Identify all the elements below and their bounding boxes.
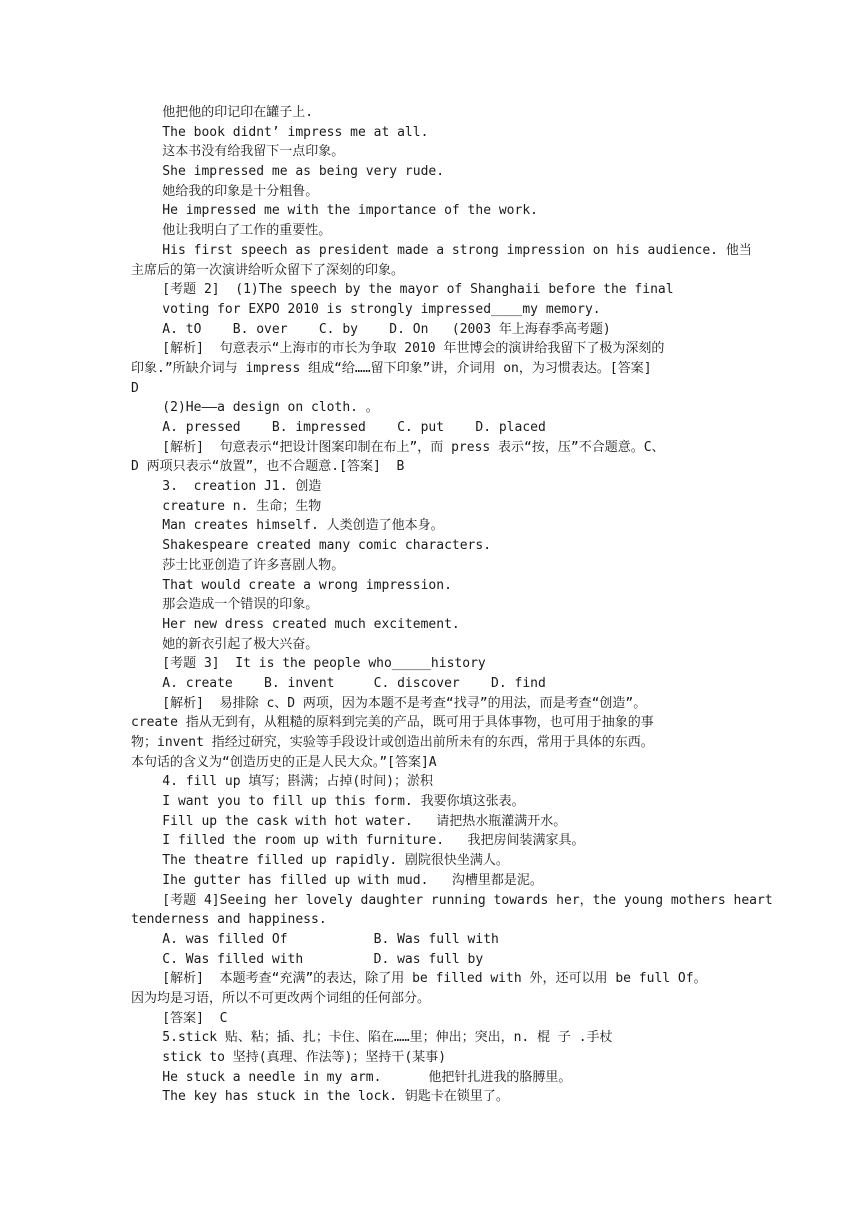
text-line: 她给我的印象是十分粗鲁。 xyxy=(131,183,319,199)
text-line: A. pressed B. impressed C. put D. placed xyxy=(131,420,546,435)
text-line: Man creates himself. 人类创造了他本身。 xyxy=(131,518,444,534)
text-line: The book didnt’ impress me at all. xyxy=(131,124,429,140)
text-line: D xyxy=(131,380,139,396)
text-line: 主席后的第一次演讲给听众留下了深刻的印象。 xyxy=(131,262,405,278)
text-line: 本句话的含义为“创造历史的正是人民大众。”[答案]A xyxy=(131,754,437,770)
text-line: 印象.”所缺介词与 impress 组成“给……留下印象”讲，介词用 on，为习惯表达。[答案] xyxy=(131,360,652,376)
text-line: 4. fill up 填写；斟满；占掉(时间)；淤积 xyxy=(131,774,434,790)
text-line: I filled the room up with furniture. 我把房间装满家具。 xyxy=(131,833,585,849)
text-line: Ihe gutter has filled up with mud. 沟槽里都是泥。 xyxy=(131,872,543,888)
text-line: The theatre filled up rapidly. 剧院很快坐满人。 xyxy=(131,853,509,869)
text-line: (2)He——a design on cloth. 。 xyxy=(131,400,379,416)
text-line: [考题 2] (1)The speech by the mayor of Shanghaii before the final xyxy=(131,282,674,298)
text-line: The key has stuck in the lock. 钥匙卡在锁里了。 xyxy=(131,1089,509,1105)
text-line: 因为均是习语，所以不可更改两个词组的任何部分。 xyxy=(131,990,431,1006)
text-line: 这本书没有给我留下一点印象。 xyxy=(131,144,345,160)
text-line: 他让我明白了工作的重要性。 xyxy=(131,223,332,239)
text-line: [解析] 易排除 c、D 两项，因为本题不是考查“找寻”的用法，而是考查“创造”。 xyxy=(131,695,647,711)
text-line: He stuck a needle in my arm. 他把针扎进我的胳膊里。 xyxy=(131,1069,572,1085)
text-line: 她的新衣引起了极大兴奋。 xyxy=(131,636,319,652)
text-line: 他把他的印记印在罐子上. xyxy=(131,105,314,120)
text-line: She impressed me as being very rude. xyxy=(131,164,445,180)
text-line: 3. creation J1. 创造 xyxy=(131,479,322,495)
text-line: A. create B. invent C. discover D. find xyxy=(131,675,546,691)
text-line: 那会造成一个错误的印象。 xyxy=(131,597,319,613)
text-line: voting for EXPO 2010 is strongly impressed____my memory. xyxy=(131,301,601,317)
text-line: D 两项只表示“放置”，也不合题意.[答案] B xyxy=(131,459,405,475)
text-line: Shakespeare created many comic characters. xyxy=(131,538,492,554)
text-line: 物；invent 指经过研究，实验等手段设计或创造出前所未有的东西，常用于具体的东西。 xyxy=(131,735,654,750)
text-line: 莎士比亚创造了许多喜剧人物。 xyxy=(131,557,345,573)
text-line: [考题 4]Seeing her lovely daughter running towards her，the young mothers heart xyxy=(131,892,773,908)
text-line: His first speech as president made a strong impression on his audience. 他当 xyxy=(131,242,752,258)
text-line: [答案] C xyxy=(131,1010,228,1026)
text-line: Her new dress created much excitement. xyxy=(131,616,460,632)
text-line: [解析] 句意表示“把设计图案印制在布上”，而 press 表示“按，压”不合题意。C、 xyxy=(131,439,665,455)
document-body xyxy=(131,103,773,1107)
text-line: [解析] 句意表示“上海市的市长为争取 2010 年世博会的演讲给我留下了极为深刻的 xyxy=(131,341,665,357)
text-line: [考题 3] It is the people who_____history xyxy=(131,656,486,672)
text-line: creature n. 生命；生物 xyxy=(131,498,322,514)
text-line: That would create a wrong impression. xyxy=(131,577,452,593)
text-line: I want you to fill up this form. 我要你填这张表。 xyxy=(131,794,525,810)
text-line: A. tO B. over C. by D. On (2003 年上海春季高考题) xyxy=(131,321,611,337)
text-line: He impressed me with the importance of the work. xyxy=(131,203,538,219)
text-line: [解析] 本题考查“充满”的表达，除了用 be filled with 外，还可以用 be full Of。 xyxy=(131,971,707,987)
text-line: stick to 坚持(真理、作法等)；坚持干(某事) xyxy=(131,1050,447,1065)
text-line: A. was filled Of B. Was full with xyxy=(131,931,499,947)
text-line: tenderness and happiness. xyxy=(131,912,327,928)
text-line: create 指从无到有，从粗糙的原料到完美的产品，既可用于具体事物，也可用于抽象的事 xyxy=(131,715,654,731)
text-line: 5.stick 贴、粘；插、扎；卡住、陷在……里；伸出；突出，n. 棍 子 .手杖 xyxy=(131,1030,613,1046)
text-line: C. Was filled with D. was full by xyxy=(131,951,484,967)
text-line: Fill up the cask with hot water. 请把热水瓶灌满开水。 xyxy=(131,813,567,829)
